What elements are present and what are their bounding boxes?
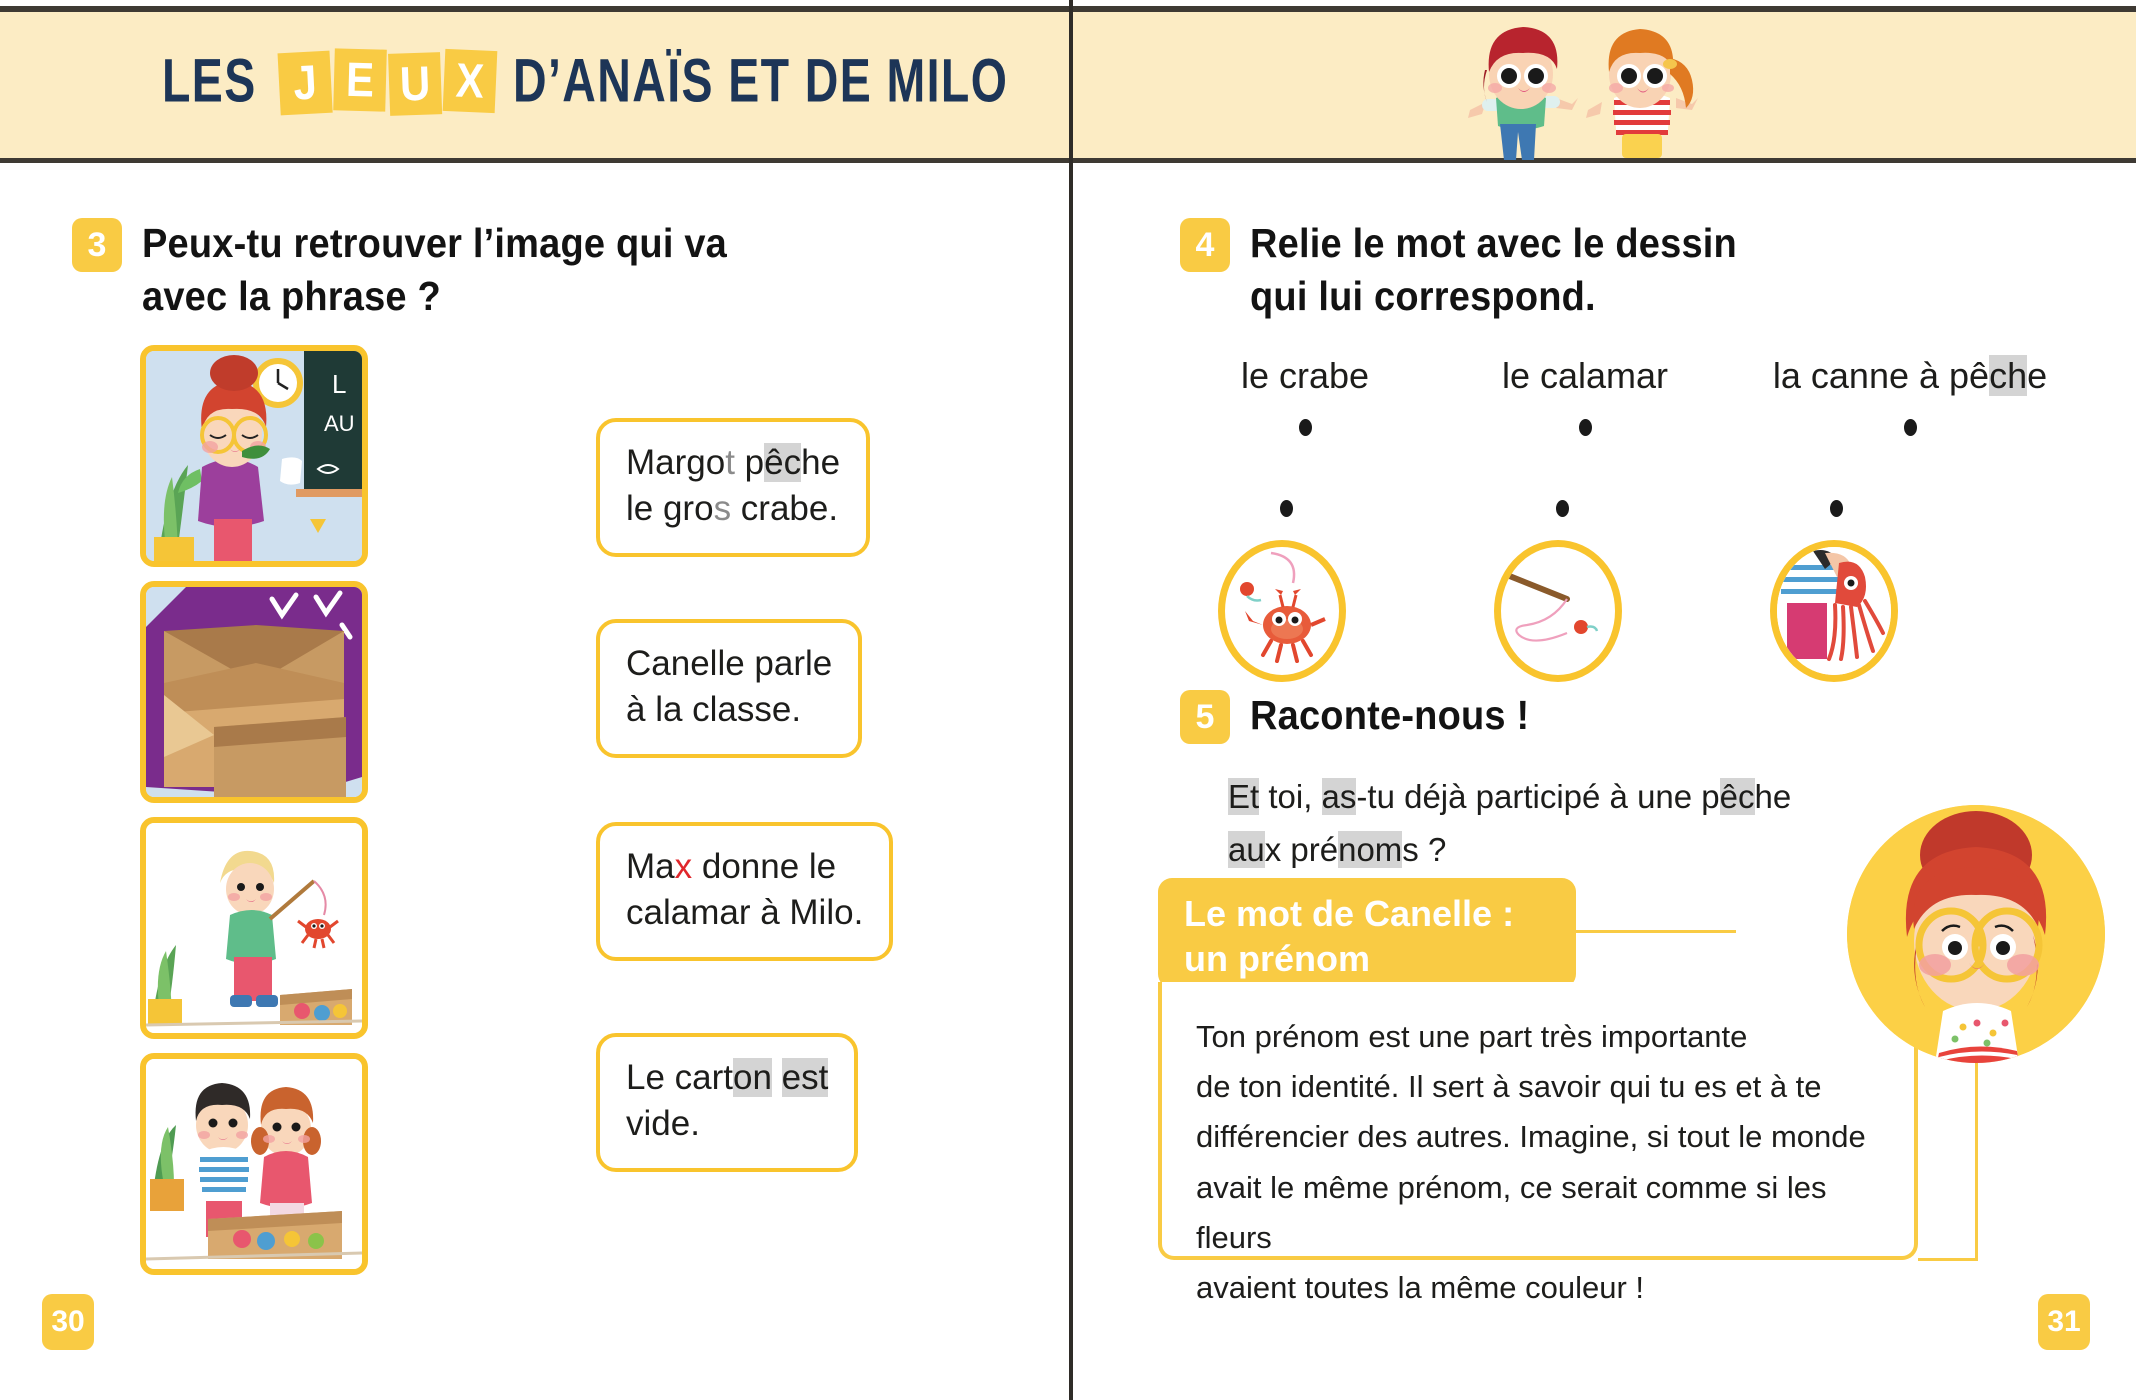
- panel-child-crab[interactable]: [140, 817, 368, 1039]
- canelle-body-line-1: Ton prénom est une part très importante: [1196, 1019, 1748, 1054]
- sentence-row-3: [596, 822, 893, 961]
- connector-dot-rod-drawing[interactable]: [1556, 500, 1569, 517]
- panel-two-children[interactable]: [140, 1053, 368, 1275]
- exercise-5-prompt: [1228, 770, 1928, 877]
- exercise-5-number: 5: [1180, 690, 1230, 744]
- sentence-line-1: Le carton est: [626, 1058, 829, 1097]
- svg-text:AU: AU: [324, 411, 355, 436]
- panel-empty-box[interactable]: [140, 581, 368, 803]
- connector-dot-calamar[interactable]: [1579, 419, 1592, 436]
- word-column-canne: [1750, 355, 2070, 436]
- sentence-line-1: Max donne le: [626, 847, 837, 886]
- exercise-4-number: 4: [1180, 218, 1230, 272]
- exercise-4-word-row: [1190, 355, 2070, 436]
- canelle-body-line-3: différencier des autres. Imagine, si tout le monde: [1196, 1119, 1866, 1155]
- book-spine: [1069, 0, 1073, 1400]
- exercise-5: [1180, 690, 1529, 744]
- connector-dot-crab-drawing[interactable]: [1280, 500, 1293, 517]
- canelle-info-card: [1158, 878, 1918, 1306]
- crab-drawing[interactable]: [1218, 540, 1346, 682]
- connector-dot-canne[interactable]: [1904, 419, 1917, 436]
- exercise-4-drawing-row: [1190, 540, 2070, 680]
- page-title: [162, 46, 1045, 116]
- jeux-tile-x: X: [442, 49, 497, 113]
- exercise-5-title: Raconte-nous !: [1250, 693, 1530, 739]
- title-prefix: LES: [162, 46, 257, 116]
- canelle-connector-vertical: [1975, 1060, 1978, 1260]
- connector-dot-crabe[interactable]: [1299, 419, 1312, 436]
- canelle-connector-horizontal: [1918, 1258, 1978, 1261]
- exercise-3-sentence-column: [596, 418, 893, 1172]
- sentence-box-carton[interactable]: [596, 1033, 858, 1172]
- sentence-line-2: le gros crabe.: [626, 488, 839, 528]
- sentence-line-1: Canelle parle: [626, 644, 833, 683]
- sentence-line-2: à la classe.: [626, 689, 802, 729]
- canelle-portrait-icon: [1847, 805, 2105, 1063]
- exercise-3-title-line-1: Peux-tu retrouver l’image qui va: [142, 221, 728, 267]
- header-top-rule: [0, 6, 2136, 12]
- word-column-crabe: [1190, 355, 1420, 436]
- connector-dot-squid-drawing[interactable]: [1830, 500, 1843, 517]
- exercise-3-number: 3: [72, 218, 122, 272]
- exercise-3: [72, 218, 728, 320]
- canelle-body-line-4: avait le même prénom, ce serait comme si les fleurs: [1196, 1169, 1827, 1255]
- canelle-header-line-2: un prénom: [1184, 937, 1370, 979]
- canelle-card-body: [1158, 982, 1918, 1306]
- canelle-body-line-5: avaient toutes la même couleur !: [1196, 1270, 1645, 1306]
- header-band: [0, 6, 2136, 158]
- sentence-row-1: [596, 418, 893, 557]
- exercise-3-title-line-2: avec la phrase ?: [142, 273, 441, 320]
- page-number-right: 31: [2038, 1294, 2090, 1350]
- sentence-line-2: calamar à Milo.: [626, 892, 864, 932]
- sentence-box-margot[interactable]: [596, 418, 870, 557]
- canelle-card-header: [1158, 878, 1576, 988]
- exercise-3-image-column: [140, 345, 368, 1289]
- fishing-rod-drawing[interactable]: [1494, 540, 1622, 682]
- word-label-crabe[interactable]: le crabe: [1240, 355, 1370, 396]
- svg-text:L: L: [332, 369, 347, 399]
- exercise-4-title-line-1: Relie le mot avec le dessin: [1250, 221, 1737, 267]
- canelle-connector-line: [1576, 930, 1736, 933]
- sentence-line-2: vide.: [626, 1103, 700, 1143]
- exercise-5-prompt-line-1: Et toi, as-tu déjà participé à une pêche: [1228, 778, 1792, 815]
- word-label-calamar[interactable]: le calamar: [1501, 355, 1669, 396]
- jeux-tile-j: J: [277, 51, 332, 116]
- jeux-tiles: [279, 50, 496, 112]
- panel-teacher-canelle[interactable]: [140, 345, 368, 567]
- exercise-3-title: [142, 218, 727, 323]
- exercise-4-title-line-2: qui lui correspond.: [1250, 273, 1596, 320]
- sentence-row-4: [596, 1033, 893, 1172]
- sentence-row-2: [596, 619, 893, 758]
- word-label-canne[interactable]: la canne à pêche: [1772, 355, 2048, 396]
- word-column-calamar: [1460, 355, 1710, 436]
- sentence-box-canelle[interactable]: [596, 619, 862, 758]
- canelle-header-line-1: Le mot de Canelle :: [1184, 893, 1515, 934]
- header-bottom-rule: [0, 158, 2136, 163]
- exercise-4-title: [1250, 218, 1737, 323]
- exercise-4: [1180, 218, 1737, 320]
- canelle-body-line-2: de ton identité. Il sert à savoir qui tu es et à te: [1196, 1069, 1822, 1105]
- sentence-line-1: Margot pêche: [626, 443, 841, 482]
- title-suffix: D’ANAÏS ET DE MILO: [512, 46, 1009, 116]
- squid-drawing[interactable]: [1770, 540, 1898, 682]
- sentence-box-max[interactable]: [596, 822, 893, 961]
- two-children-icon: [1452, 14, 1772, 162]
- jeux-tile-e: E: [333, 48, 387, 111]
- exercise-5-prompt-line-2: aux prénoms ?: [1228, 831, 1447, 869]
- jeux-tile-u: U: [388, 52, 442, 116]
- page-number-left: 30: [42, 1294, 94, 1350]
